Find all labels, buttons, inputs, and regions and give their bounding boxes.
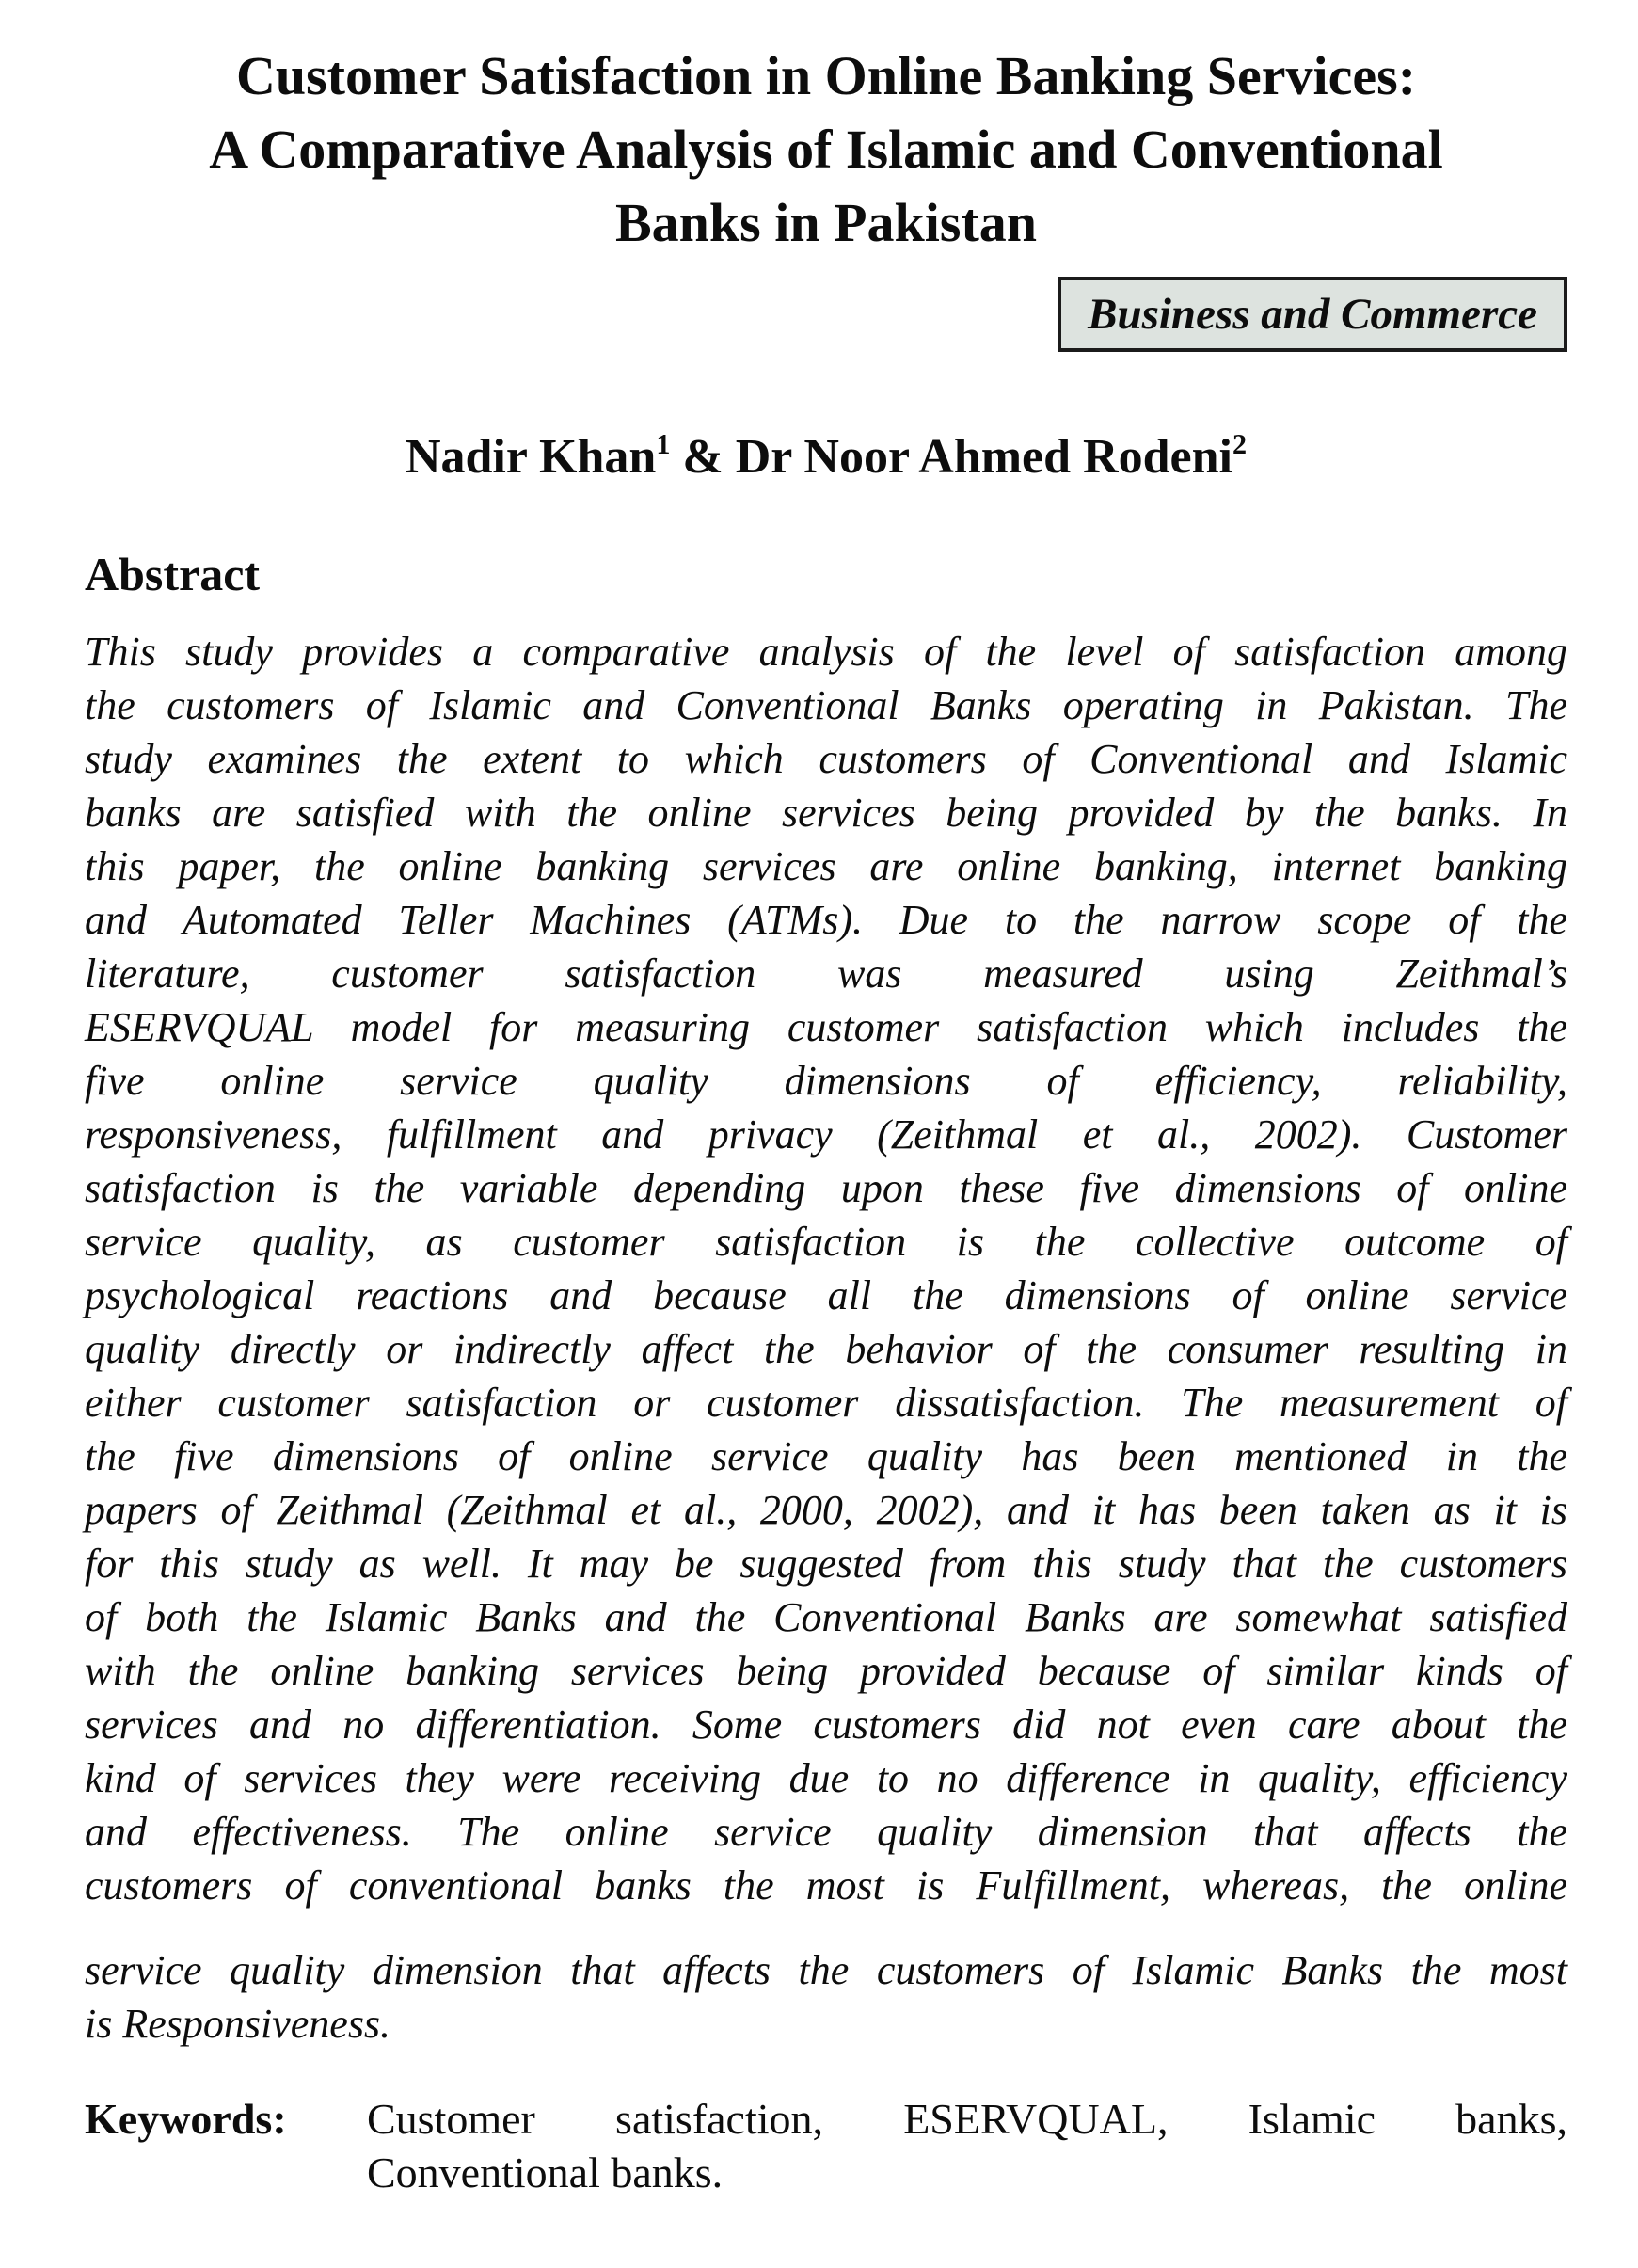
abstract-line: either customer satisfaction or customer dissatisfaction. The measurement of [85,1380,1567,1426]
abstract-line: service quality, as customer satisfaction is the collective outcome of [85,1219,1567,1265]
abstract-line: literature, customer satisfaction was measured using Zeithmal’s [85,950,1567,997]
abstract-line: the customers of Islamic and Conventional Banks operating in Pakistan. The [85,682,1567,728]
keywords-line: Conventional banks. [367,2148,724,2196]
abstract-line: of both the Islamic Banks and the Conventional Banks are somewhat satisfied [85,1594,1567,1640]
abstract-body [85,625,1567,2051]
abstract-line: study examines the extent to which customers of Conventional and Islamic [85,736,1567,782]
author-2-name: Dr Noor Ahmed Rodeni [735,430,1232,484]
abstract-line: customers of conventional banks the most is Fulfillment, whereas, the online [85,1862,1567,1909]
abstract-line: for this study as well. It may be suggested from this study that the customers [85,1541,1567,1587]
keywords-block [85,2092,1567,2199]
abstract-line: ESERVQUAL model for measuring customer satisfaction which includes the [85,1004,1567,1050]
authors-line [85,429,1567,486]
abstract-line: service quality dimension that affects the customers of Islamic Banks the most [85,1947,1567,1993]
abstract-line: psychological reactions and because all the dimensions of online service [85,1272,1567,1318]
keywords-label: Keywords: [85,2095,287,2143]
abstract-line: papers of Zeithmal (Zeithmal et al., 2000, 2002), and it has been taken as it is [85,1487,1567,1533]
paper-title-line: Banks in Pakistan [614,192,1038,253]
author-2-superscript: 2 [1232,428,1248,461]
abstract-line: five online service quality dimensions of efficiency, reliability, [85,1058,1567,1104]
authors-separator: & [670,430,736,484]
abstract-line: with the online banking services being provided because of similar kinds of [85,1648,1567,1694]
abstract-line: This study provides a comparative analysis of the level of satisfaction among [85,629,1567,675]
author-1-name: Nadir Khan [405,430,657,484]
keywords-lines [367,2092,1567,2199]
abstract-line: and effectiveness. The online service quality dimension that affects the [85,1809,1567,1855]
abstract-line: this paper, the online banking services are online banking, internet banking [85,843,1567,889]
paper-title-line: A Comparative Analysis of Islamic and Conventional [209,119,1443,180]
paper-title-line: Customer Satisfaction in Online Banking Services: [235,45,1417,106]
abstract-line: quality directly or indirectly affect the behavior of the consumer resulting in [85,1326,1567,1372]
paper-title [85,40,1567,260]
abstract-line: satisfaction is the variable depending upon these five dimensions of online [85,1165,1567,1211]
abstract-line: and Automated Teller Machines (ATMs). Due to the narrow scope of the [85,897,1567,943]
abstract-line: the five dimensions of online service quality has been mentioned in the [85,1433,1567,1479]
abstract-heading: Abstract [85,548,261,600]
author-1-superscript: 1 [656,428,671,461]
category-badge-row [85,277,1567,352]
abstract-line: is Responsiveness. [85,2001,391,2047]
category-badge: Business and Commerce [1058,277,1567,352]
abstract-line: services and no differentiation. Some customers did not even care about the [85,1701,1567,1748]
keywords-line: Customer satisfaction, ESERVQUAL, Islamic banks, [367,2095,1567,2143]
abstract-line: banks are satisfied with the online services being provided by the banks. In [85,790,1567,836]
abstract-line: kind of services they were receiving due to no difference in quality, efficiency [85,1755,1567,1801]
abstract-line: responsiveness, fulfillment and privacy (Zeithmal et al., 2002). Customer [85,1111,1567,1158]
